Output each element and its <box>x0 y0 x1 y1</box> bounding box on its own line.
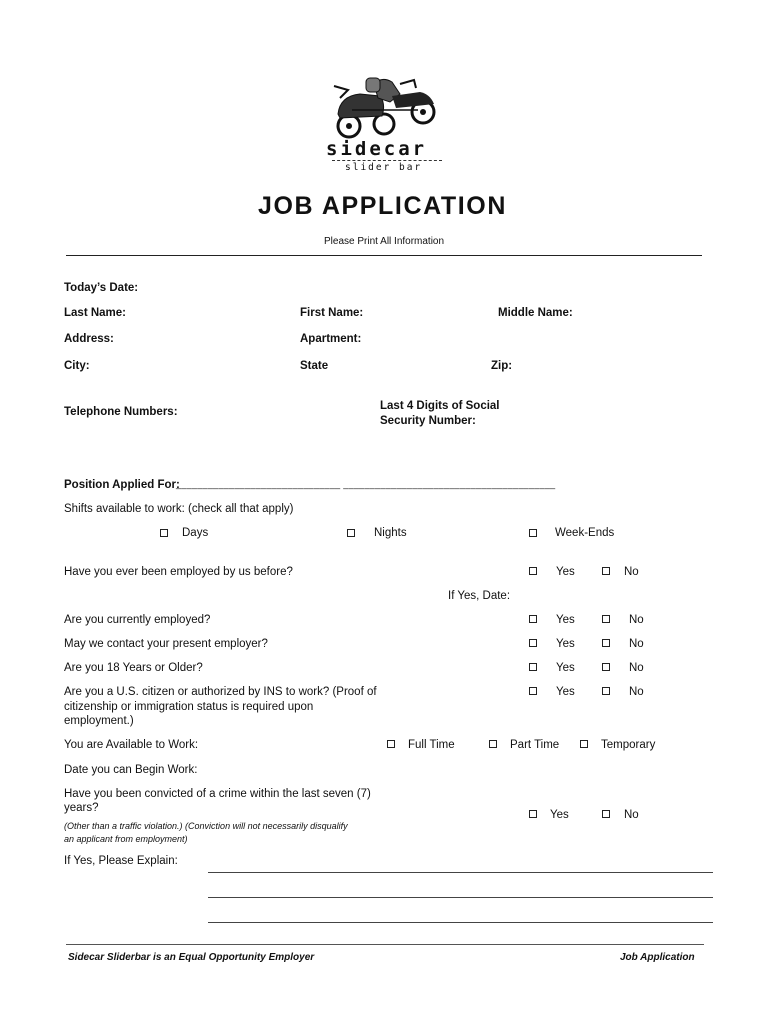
part-time-checkbox[interactable] <box>489 740 497 748</box>
contact-employer-yes-label: Yes <box>556 638 575 650</box>
begin-work-label: Date you can Begin Work: <box>64 764 198 776</box>
citizen-question-line2: citizenship or immigration status is required upon <box>64 701 314 713</box>
contact-employer-no-label: No <box>629 638 644 650</box>
citizen-question-line1: Are you a U.S. citizen or authorized by INS to work? (Proof of <box>64 686 377 698</box>
convicted-question-line2: years? <box>64 802 99 814</box>
available-question: You are Available to Work: <box>64 739 199 751</box>
citizen-yes-checkbox[interactable] <box>529 687 537 695</box>
currently-employed-yes-label: Yes <box>556 614 575 626</box>
convicted-yes-label: Yes <box>550 809 569 821</box>
over-18-no-label: No <box>629 662 644 674</box>
if-yes-date-label: If Yes, Date: <box>448 590 511 602</box>
explain-label: If Yes, Please Explain: <box>64 855 178 867</box>
citizen-yes-label: Yes <box>556 686 575 698</box>
contact-employer-question: May we contact your present employer? <box>64 638 268 650</box>
position-label: Position Applied For: <box>64 479 180 491</box>
contact-employer-no-checkbox[interactable] <box>602 639 610 647</box>
telephone-label: Telephone Numbers: <box>64 406 178 418</box>
full-time-checkbox[interactable] <box>387 740 395 748</box>
weekends-label: Week-Ends <box>555 527 615 539</box>
citizen-question-line3: employment.) <box>64 715 134 727</box>
logo-tagline: slider bar <box>345 162 423 173</box>
explain-line-2[interactable] <box>208 897 713 898</box>
explain-line-3[interactable] <box>208 922 713 923</box>
convicted-note-line2: an applicant from employment) <box>64 834 188 844</box>
citizen-no-checkbox[interactable] <box>602 687 610 695</box>
last-name-label: Last Name: <box>64 307 126 319</box>
explain-line-1[interactable] <box>208 872 713 873</box>
temporary-checkbox[interactable] <box>580 740 588 748</box>
currently-employed-no-checkbox[interactable] <box>602 615 610 623</box>
city-label: City: <box>64 360 90 372</box>
currently-employed-no-label: No <box>629 614 644 626</box>
weekends-checkbox[interactable] <box>529 529 537 537</box>
temporary-label: Temporary <box>601 739 656 751</box>
days-checkbox[interactable] <box>160 529 168 537</box>
ssn-label-line2: Security Number: <box>380 415 476 427</box>
nights-checkbox[interactable] <box>347 529 355 537</box>
apartment-label: Apartment: <box>300 333 362 345</box>
currently-employed-yes-checkbox[interactable] <box>529 615 537 623</box>
employed-before-no-label: No <box>624 566 639 578</box>
state-label: State <box>300 360 329 372</box>
middle-name-label: Middle Name: <box>498 307 573 319</box>
first-name-label: First Name: <box>300 307 364 319</box>
nights-label: Nights <box>374 527 407 539</box>
address-label: Address: <box>64 333 114 345</box>
shifts-question: Shifts available to work: (check all that apply) <box>64 503 294 515</box>
contact-employer-yes-checkbox[interactable] <box>529 639 537 647</box>
position-blank[interactable]: _______________________________ ________________________________________ <box>176 479 556 489</box>
convicted-note-line1: (Other than a traffic violation.) (Conviction will not necessarily disqualify <box>64 821 348 831</box>
ssn-label-line1: Last 4 Digits of Social <box>380 400 500 412</box>
citizen-no-label: No <box>629 686 644 698</box>
over-18-yes-checkbox[interactable] <box>529 663 537 671</box>
todays-date-label: Today’s Date: <box>64 282 139 294</box>
employed-before-yes-label: Yes <box>556 566 575 578</box>
part-time-label: Part Time <box>510 739 560 751</box>
footer-right: Job Application <box>620 952 695 963</box>
employed-before-question: Have you ever been employed by us before? <box>64 566 293 578</box>
logo-divider <box>332 160 442 161</box>
convicted-question-line1: Have you been convicted of a crime within the last seven (7) <box>64 788 371 800</box>
convicted-yes-checkbox[interactable] <box>529 810 537 818</box>
footer-rule <box>66 944 704 945</box>
employed-before-yes-checkbox[interactable] <box>529 567 537 575</box>
motorcycle-sidecar-logo <box>330 74 440 140</box>
page-title: JOB APPLICATION <box>258 192 508 220</box>
page-subtitle: Please Print All Information <box>324 236 445 247</box>
convicted-no-checkbox[interactable] <box>602 810 610 818</box>
logo-brand: sidecar <box>326 138 428 160</box>
over-18-no-checkbox[interactable] <box>602 663 610 671</box>
header-rule <box>66 255 702 256</box>
over-18-yes-label: Yes <box>556 662 575 674</box>
zip-label: Zip: <box>491 360 513 372</box>
footer-left: Sidecar Sliderbar is an Equal Opportunity Employer <box>68 952 315 963</box>
days-label: Days <box>182 527 209 539</box>
employed-before-no-checkbox[interactable] <box>602 567 610 575</box>
convicted-no-label: No <box>624 809 639 821</box>
currently-employed-question: Are you currently employed? <box>64 614 211 626</box>
over-18-question: Are you 18 Years or Older? <box>64 662 203 674</box>
full-time-label: Full Time <box>408 739 455 751</box>
